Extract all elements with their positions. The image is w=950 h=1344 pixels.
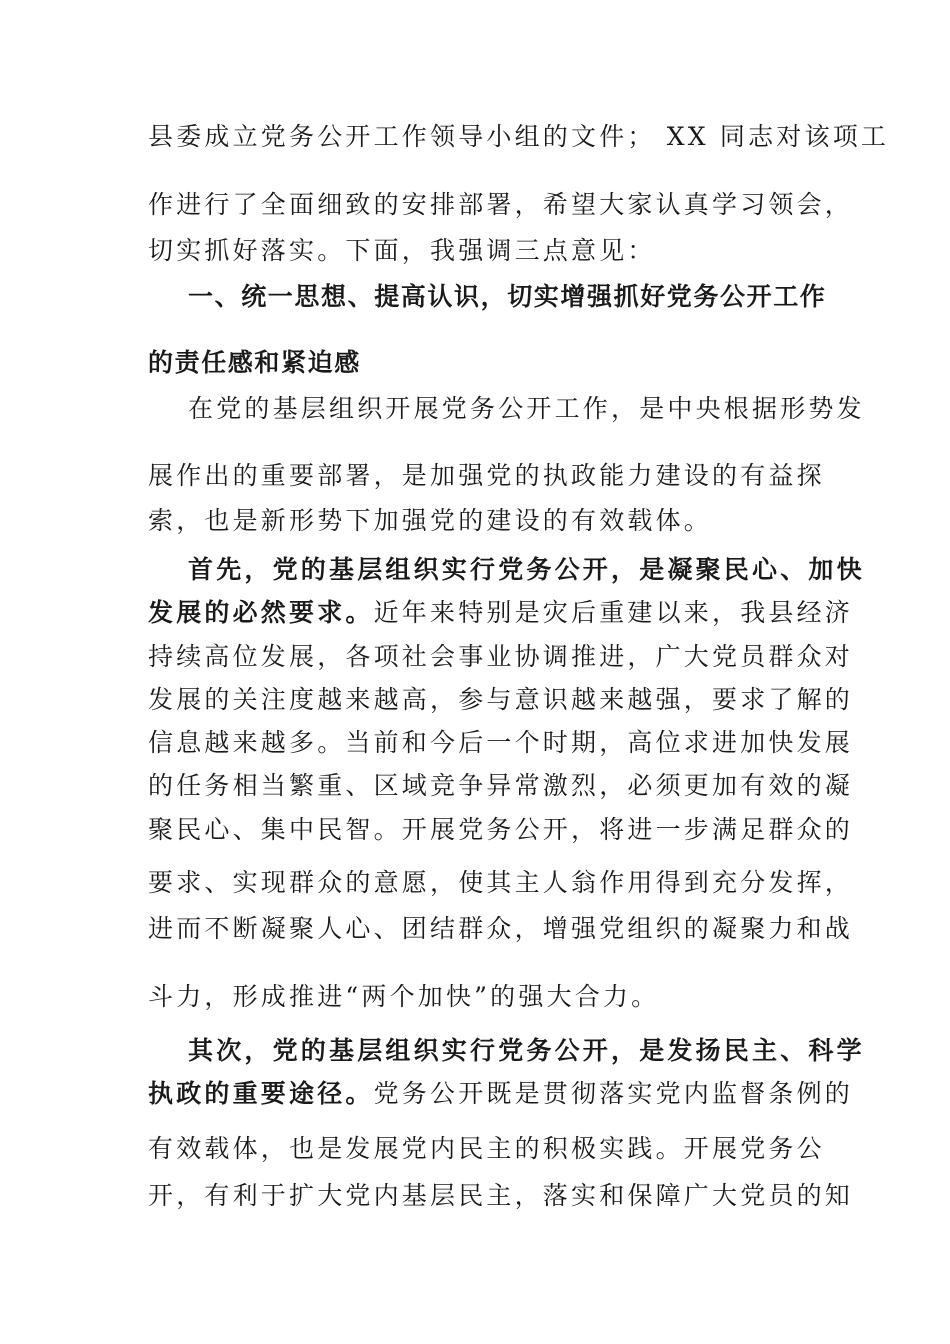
para3-line-4: 开，有利于扩大党内基层民主，落实和保障广大党员的知 (148, 1181, 854, 1210)
para1-line-1: 在党的基层组织开展党务公开工作，是中央根据形势发 (188, 394, 865, 423)
intro-line-2: 作进行了全面细致的安排部署，希望大家认真学习领会， (148, 190, 854, 219)
para2-line-7: 聚民心、集中民智。开展党务公开，将进一步满足群众的 (148, 815, 854, 844)
para3-line-2-rest: 党务公开既是贯彻落实党内监督条例的 (373, 1079, 854, 1108)
para2-line-4: 发展的关注度越来越高，参与意识越来越强，要求了解的 (148, 685, 854, 714)
intro-line-1: 县委成立党务公开工作领导小组的文件； XX 同志对该项工 (148, 122, 890, 151)
para2-line-10: 斗力，形成推进“两个加快”的强大合力。 (148, 982, 660, 1011)
section-heading-line-2: 的责任感和紧迫感 (148, 348, 361, 377)
para2-line-2-rest: 近年来特别是灾后重建以来，我县经济 (373, 598, 854, 627)
para1-line-2: 展作出的重要部署，是加强党的执政能力建设的有益探 (148, 461, 825, 490)
para2-line-5: 信息越来越多。当前和今后一个时期，高位求进加快发展 (148, 728, 854, 757)
para3-bold-line-1: 其次，党的基层组织实行党务公开，是发扬民主、科学 (188, 1036, 865, 1065)
para3-bold-lead: 执政的重要途径。 (148, 1079, 374, 1108)
para2-line-8: 要求、实现群众的意愿，使其主人翁作用得到充分发挥， (148, 868, 854, 897)
para3-line-2 (148, 1079, 853, 1109)
para1-line-3: 索，也是新形势下加强党的建设的有效载体。 (148, 506, 713, 535)
para2-line-9: 进而不断凝聚人心、团结群众，增强党组织的凝聚力和战 (148, 914, 854, 943)
intro-line-3: 切实抓好落实。下面，我强调三点意见： (148, 236, 656, 265)
para3-line-3: 有效载体，也是发展党内民主的积极实践。开展党务公 (148, 1134, 825, 1163)
para2-line-3: 持续高位发展，各项社会事业协调推进，广大党员群众对 (148, 642, 854, 671)
section-heading-line-1: 一、统一思想、提高认识，切实增强抓好党务公开工作 (188, 282, 827, 311)
para2-line-2 (148, 598, 853, 628)
para2-line-6: 的任务相当繁重、区域竞争异常激烈，必须更加有效的凝 (148, 771, 854, 800)
para2-bold-lead: 发展的必然要求。 (148, 598, 374, 627)
para2-bold-line-1: 首先，党的基层组织实行党务公开，是凝聚民心、加快 (188, 555, 865, 584)
